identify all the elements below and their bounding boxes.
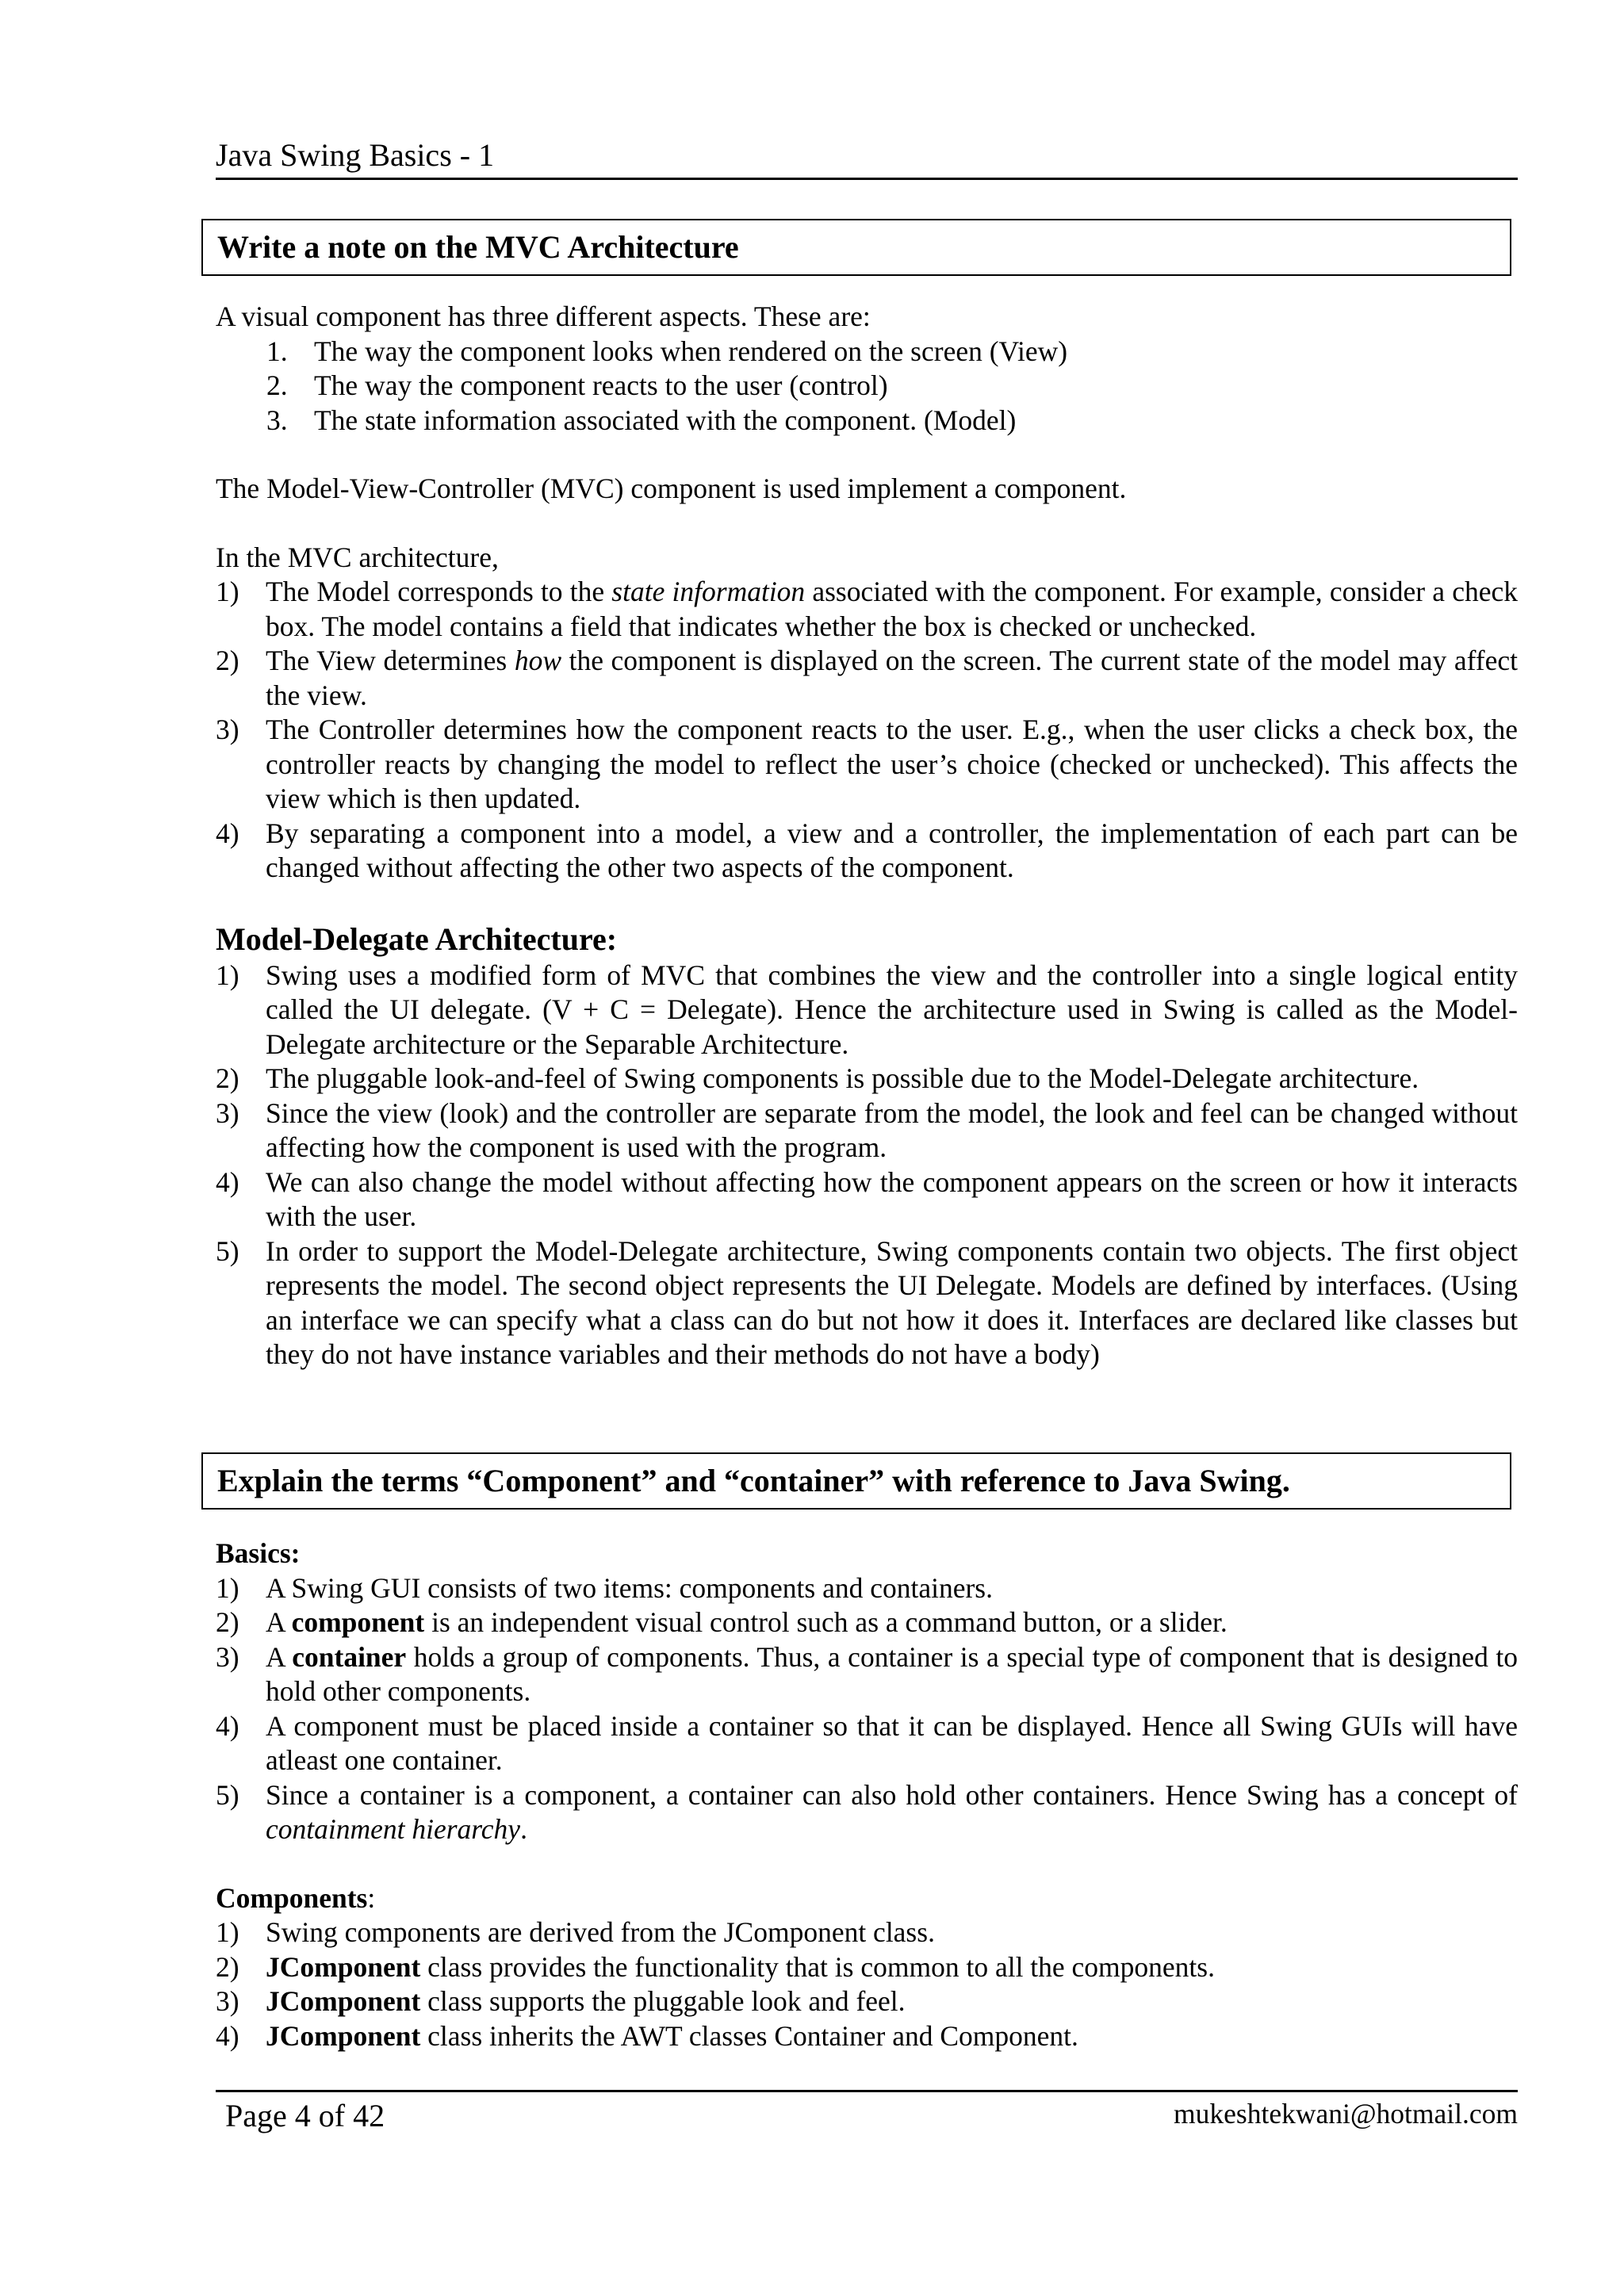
mvc-intro: In the MVC architecture, (216, 541, 499, 573)
question-1-heading-box (201, 219, 1511, 276)
components-heading-line: Components: (216, 1881, 376, 1914)
list-item: 1) A Swing GUI consists of two items: components and containers. (216, 1571, 993, 1604)
mvc-line: The Model-View-Controller (MVC) component is used implement a component. (216, 473, 1127, 504)
list-item: 2. The way the component reacts to the user (control) (266, 369, 888, 401)
aspects-intro: A visual component has three different aspects. These are: (216, 300, 871, 332)
list-item: 3) Since the view (look) and the controller are separate from the model, the look and feel can be changed without affecting how the component is used with the program. (216, 1096, 1518, 1163)
list-item: 1) Swing components are derived from the JComponent class. (216, 1916, 935, 1948)
author-email: mukeshtekwani@hotmail.com (1174, 2098, 1518, 2130)
mvc-list (216, 575, 1518, 886)
question-2-heading: Explain the terms “Component” and “container” with reference to Java Swing. (217, 1463, 1290, 1498)
list-item: 4) JComponent class inherits the AWT classes Container and Component. (216, 2019, 1078, 2052)
list-item: 5) In order to support the Model-Delegate architecture, Swing components contain two objects. The first object represents the model. The second object represents the UI Delegate. Models are defined by interfaces. (Using an interface we can specify what a class can do but not how it does it. Interfaces are declared like classes but they do not have instance variables and their methods do not have a body) (216, 1234, 1518, 1370)
page-footer (216, 2090, 1518, 2133)
question-1-heading: Write a note on the MVC Architecture (217, 229, 739, 265)
components-heading: Components (216, 1881, 368, 1914)
model-delegate-heading: Model-Delegate Architecture: (216, 920, 618, 957)
list-item: 1) The Model corresponds to the state information associated with the component. For example, consider a check box. The model contains a field that indicates whether the box is checked or unchecked. (216, 576, 1518, 642)
question-2-heading-box (201, 1452, 1511, 1510)
list-item: 2) JComponent class provides the functionality that is common to all the components. (216, 1950, 1215, 1983)
list-item: 2) A component is an independent visual control such as a command button, or a slider. (216, 1606, 1228, 1638)
header-title: Java Swing Basics - 1 (216, 137, 495, 173)
list-item: 1. The way the component looks when rendered on the screen (View) (266, 335, 1068, 367)
list-item: 5) Since a container is a component, a container can also hold other containers. Hence Swing has a concept of containment hierarchy. (216, 1778, 1518, 1845)
list-item: 3) The Controller determines how the component reacts to the user. E.g., when the user clicks a check box, the controller reacts by changing the model to reflect the user’s choice (checked or unchecked). This affects the view which is then updated. (216, 714, 1518, 814)
page-header (216, 136, 1518, 180)
list-item: 4) We can also change the model without affecting how the component appears on the screen or how it interacts with the user. (216, 1165, 1518, 1232)
list-item: 3) JComponent class supports the pluggable look and feel. (216, 1985, 906, 2017)
question-2-body (216, 1536, 1518, 2053)
basics-list (216, 1571, 1518, 1847)
list-item: 2) The pluggable look-and-feel of Swing components is possible due to the Model-Delegate architecture. (216, 1062, 1419, 1094)
list-item: 1) Swing uses a modified form of MVC that combines the view and the controller into a single logical entity called the UI delegate. (V + C = Delegate). Hence the architecture used in Swing is called as the Model-Delegate architecture or the Separable Architecture. (216, 959, 1518, 1060)
model-delegate-list (216, 959, 1518, 1372)
question-1-body (216, 300, 1518, 1372)
aspects-list (216, 335, 1518, 438)
basics-heading: Basics: (216, 1537, 301, 1569)
list-item: 4) A component must be placed inside a container so that it can be displayed. Hence all Swing GUIs will have atleast one container. (216, 1709, 1518, 1776)
list-item: 3. The state information associated with the component. (Model) (266, 404, 1017, 436)
list-item: 3) A container holds a group of components. Thus, a container is a special type of component that is designed to hold other components. (216, 1640, 1518, 1707)
components-list (216, 1915, 1518, 2053)
list-item: 2) The View determines how the component is displayed on the screen. The current state of the model may affect the view. (216, 645, 1519, 711)
list-item: 4) By separating a component into a model, a view and a controller, the implementation of each part can be changed without affecting the other two aspects of the component. (216, 817, 1518, 883)
page-number: Page 4 of 42 (225, 2098, 385, 2133)
